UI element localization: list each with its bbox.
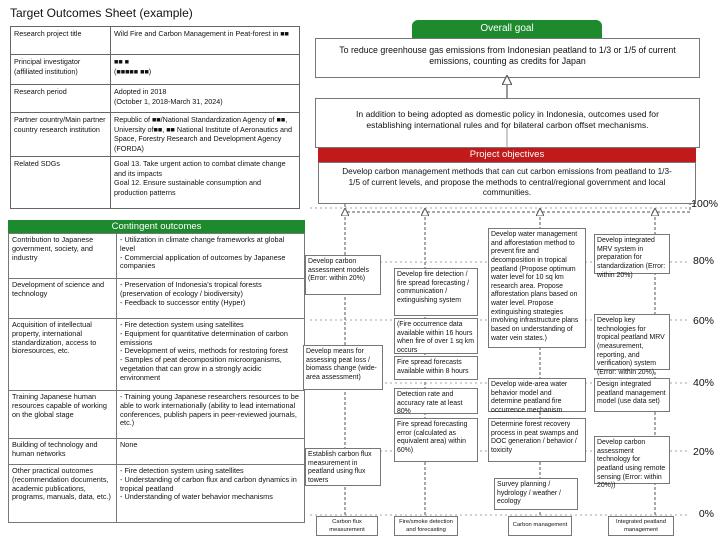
col4-item: Develop carbon assessment technology for peatland using remote sensing (Error: within 20%))	[594, 436, 670, 484]
percent-label: 100%	[691, 198, 718, 210]
info-key: Partner country/Main partner country research institution	[11, 113, 111, 157]
contingent-key: Training Japanese human resources capable of working on the global stage	[9, 391, 117, 439]
percent-label: 20%	[692, 446, 714, 458]
bottom-category: Fire/smoke detection and forecasting	[394, 516, 458, 536]
col2-item: (Fire occurrence data available within 16 hours when fire of over 1 sq km occurs	[394, 318, 478, 354]
info-key: Research period	[11, 85, 111, 113]
project-objectives-header: Project objectives	[318, 148, 696, 162]
col3-item: Develop water management and afforestation method to prevent fire and decomposition in tropical peatland (Propose optimum water level for 10 sq km research area. Propose afforestation plans based on water level. Propose extinguishing strategies involving infrastructure plans based on understanding of water vein states.)	[488, 228, 586, 348]
contingent-value: None	[117, 439, 305, 465]
col3-item: Survey planning / hydrology / weather / ecology	[494, 478, 578, 510]
overall-goal-text: To reduce greenhouse gas emissions from Indonesian peatland to 1/3 or 1/5 of current emissions, counting as credits for Japan	[315, 38, 700, 78]
bottom-category: Carbon management	[508, 516, 572, 536]
info-value: Goal 13. Take urgent action to combat climate change and its impacts Goal 12. Ensure sustainable consumption and production patterns	[111, 156, 300, 208]
col1-item: Develop means for assessing peat loss / biomass change (wide-area assessment)	[303, 345, 383, 390]
project-objectives-text: Develop carbon management methods that can cut carbon emissions from peatland to 1/3-1/5 of current levels, and propose the methods to central/regional government and local communities.	[318, 162, 696, 204]
info-value: Republic of ■■/National Standardization Agency of ■■, University of■■, ■■ National Institute of Aeronautics and Space, Forestry Research and Development Agency (FORDA)	[111, 113, 300, 157]
info-key: Research project title	[11, 27, 111, 55]
info-key: Principal investigator (affiliated institution)	[11, 55, 111, 85]
overall-goal-header: Overall goal	[412, 20, 602, 38]
col4-item: Develop integrated MRV system in preparation for standardization (Error: within 20%)	[594, 234, 670, 274]
contingent-key: Other practical outcomes (recommendation documents, academic publications, programs, manuals, data, etc.)	[9, 465, 117, 523]
contingent-value: - Fire detection system using satellites - Understanding of carbon flux and carbon dynamics in tropical peatland - Understanding of water behavior mechanisms	[117, 465, 305, 523]
col2-item: Fire spread forecasts available within 8 hours	[394, 356, 478, 380]
contingent-key: Development of science and technology	[9, 279, 117, 319]
col2-item: Develop fire detection / fire spread forecasting / communication / extinguishing system	[394, 268, 478, 316]
col2-item: Detection rate and accuracy rate at least 80%	[394, 388, 478, 414]
info-value: Wild Fire and Carbon Management in Peat-forest in ■■	[111, 27, 300, 55]
contingent-key: Contribution to Japanese government, society, and industry	[9, 234, 117, 279]
percent-label: 0%	[698, 508, 714, 520]
info-key: Related SDGs	[11, 156, 111, 208]
info-value: Adopted in 2018 (October 1, 2018-March 31, 2024)	[111, 85, 300, 113]
contingent-value: - Utilization in climate change frameworks at global level - Commercial application of outcomes by Japanese companies	[117, 234, 305, 279]
contingent-value: - Fire detection system using satellites - Equipment for quantitative determination of carbon emissions - Development of weirs, methods for restoring forest - Samples of peat decomposition microorganisms, vegetation that can grow in a strongly acidic environment	[117, 319, 305, 391]
contingent-value: - Training young Japanese researchers resources to be able to work internationally (ability to lead international conferences, publish papers in peer-reviewed journals, etc.)	[117, 391, 305, 439]
percent-label: 40%	[692, 377, 714, 389]
col4-item: Develop key technologies for tropical peatland MRV (measurement, reporting, and verification) system (Error: within 20%)	[594, 314, 670, 370]
col3-item: Develop wide-area water behavior model and determine peatland fire occurrence mechanism	[488, 378, 586, 412]
percent-label: 60%	[692, 315, 714, 327]
bottom-category: Carbon flux measurement	[316, 516, 378, 536]
page-title: Target Outcomes Sheet (example)	[10, 6, 193, 20]
col1-item: Establish carbon flux measurement in peatland using flux towers	[305, 448, 381, 486]
policy-note: In addition to being adopted as domestic policy in Indonesia, outcomes used for establishing international rules and for bilateral carbon offset mechanisms.	[315, 98, 700, 148]
info-value: ■■ ■ (■■■■■ ■■)	[111, 55, 300, 85]
col4-item: Design integrated peatland management model (use data set)	[594, 378, 670, 412]
contingent-key: Building of technology and human networks	[9, 439, 117, 465]
col1-item: Develop carbon assessment models (Error: within 20%)	[305, 255, 381, 295]
contingent-header: Contingent outcomes	[8, 220, 305, 234]
col3-item: Determine forest recovery process in peat swamps and DOC generation / behavior / toxicity	[488, 418, 586, 462]
contingent-key: Acquisition of intellectual property, international standardization, access to bioresources, etc.	[9, 319, 117, 391]
col2-item: Fire spread forecasting error (calculated as equivalent area) within 60%)	[394, 418, 478, 462]
percent-label: 80%	[692, 255, 714, 267]
bottom-category: Integrated peatland management	[608, 516, 674, 536]
contingent-value: - Preservation of Indonesia's tropical forests (preservation of ecology / biodiversity) - Feedback to successor entity (Hyper)	[117, 279, 305, 319]
